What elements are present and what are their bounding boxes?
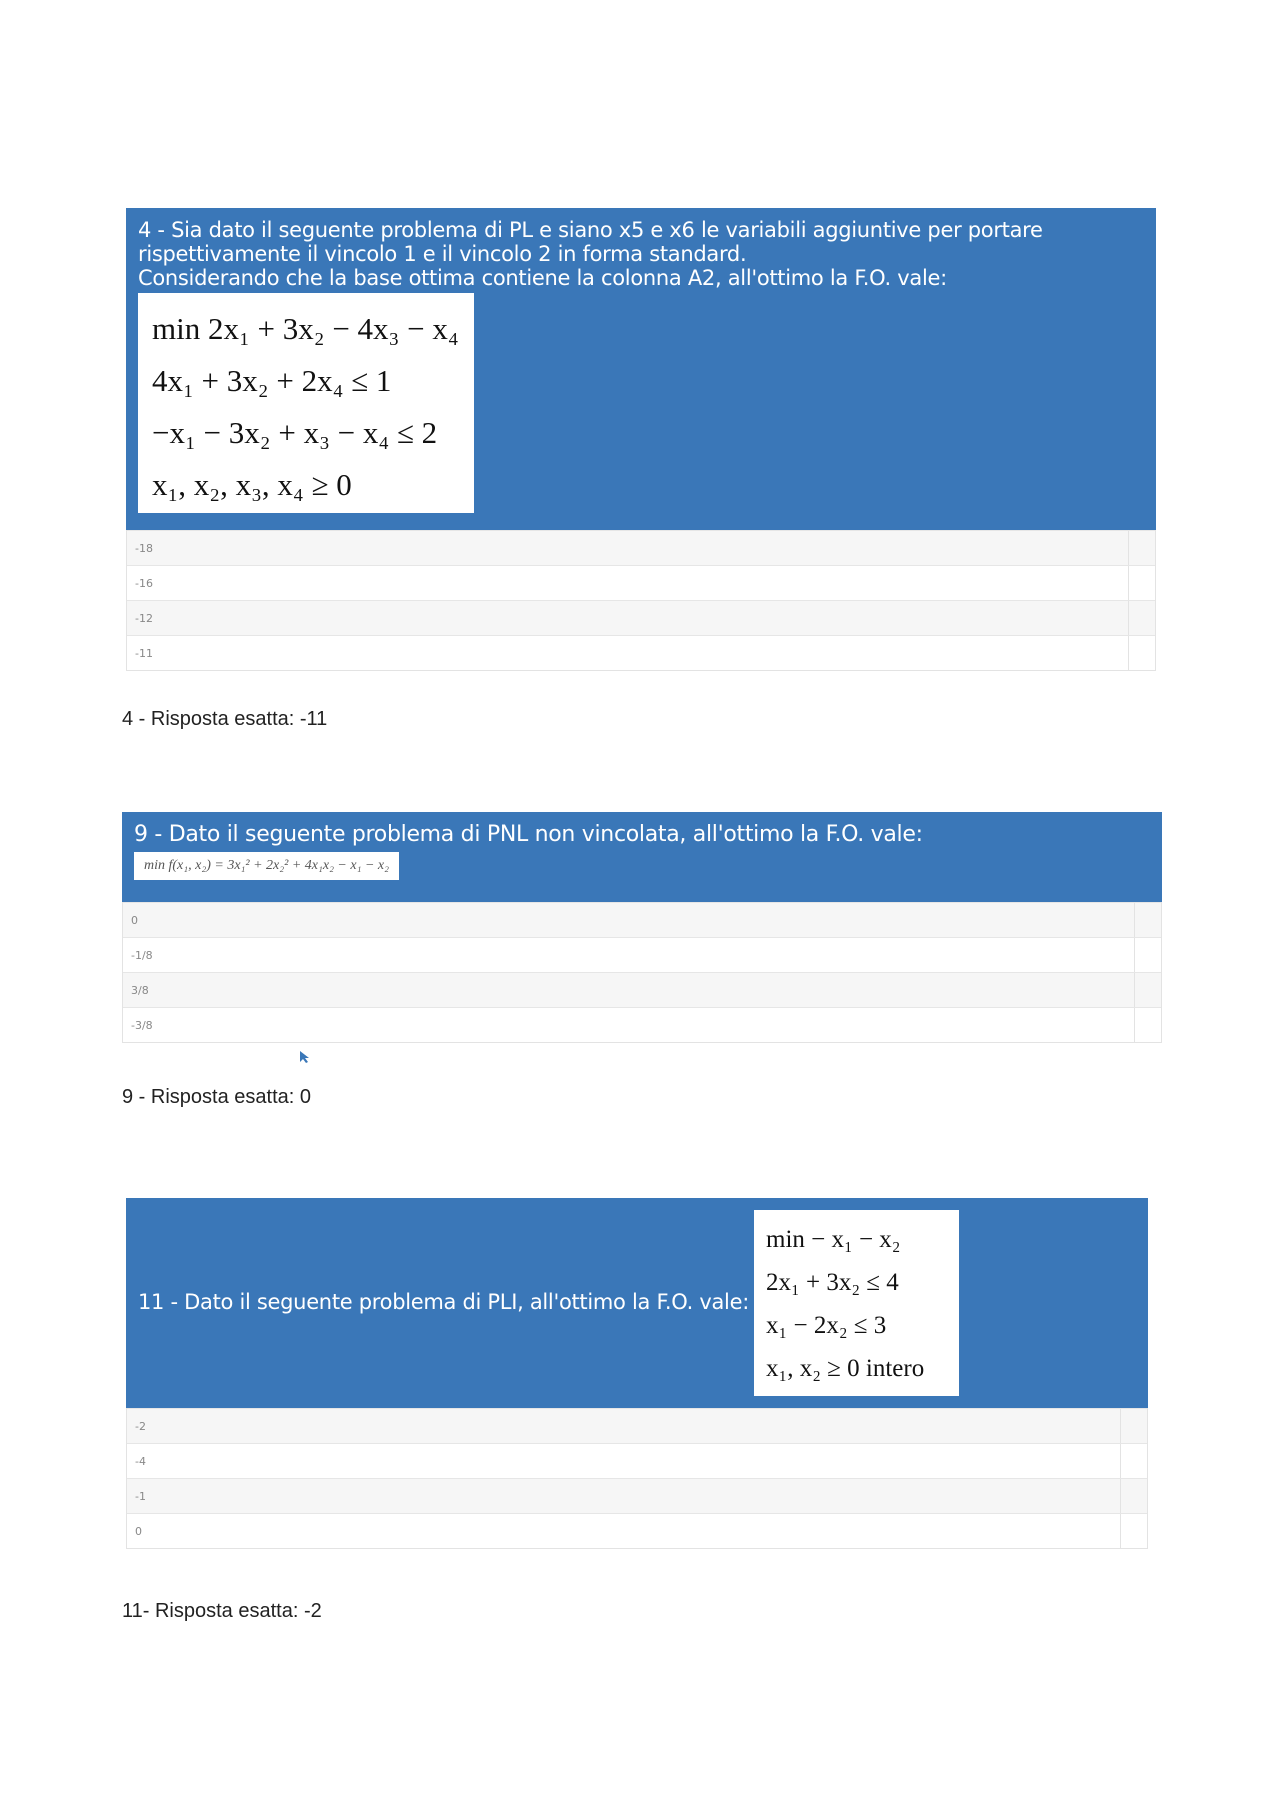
option-row[interactable] — [127, 635, 1155, 670]
option-row[interactable] — [127, 530, 1155, 565]
option-row[interactable] — [127, 600, 1155, 635]
question-9 — [122, 812, 1162, 1043]
option-label: -1/8 — [131, 949, 153, 962]
question-4-text-line3: Considerando che la base ottima contiene la colonna A2, all'ottimo la F.O. vale: — [138, 266, 947, 290]
option-label: -12 — [135, 612, 153, 625]
question-4 — [126, 208, 1156, 671]
option-label: -2 — [135, 1420, 146, 1433]
question-11-formula — [754, 1210, 959, 1396]
option-label: 3/8 — [131, 984, 149, 997]
option-row[interactable] — [123, 1007, 1161, 1042]
question-9-text: 9 - Dato il seguente problema di PNL non vincolata, all'ottimo la F.O. vale: — [134, 822, 923, 847]
option-label: -11 — [135, 647, 153, 660]
constraint-2: −x₁ − 3x₂ + x₃ − x₄ ≤ 2 — [152, 415, 438, 450]
option-label: 0 — [131, 914, 138, 927]
option-label: -3/8 — [131, 1019, 153, 1032]
integrality-constraint: x₁, x₂ ≥ 0 intero — [766, 1355, 925, 1382]
option-label: -16 — [135, 577, 153, 590]
question-11-text: 11 - Dato il seguente problema di PLI, all'ottimo la F.O. vale: — [138, 1290, 749, 1314]
option-label: -18 — [135, 542, 153, 555]
question-9-formula — [134, 852, 399, 880]
question-4-text-line2: rispettivamente il vincolo 1 e il vincolo 2 in forma standard. — [138, 242, 747, 266]
answer-9: 9 - Risposta esatta: 0 — [122, 1086, 311, 1108]
constraint-2: x₁ − 2x₂ ≤ 3 — [766, 1312, 887, 1339]
option-row[interactable] — [127, 565, 1155, 600]
option-row[interactable] — [123, 902, 1161, 937]
answer-4: 4 - Risposta esatta: -11 — [122, 708, 328, 730]
option-row[interactable] — [127, 1443, 1147, 1478]
objective-function: min − x₁ − x₂ — [766, 1226, 901, 1253]
question-9-options — [122, 902, 1162, 1043]
objective-function: min f(x₁, x₂) = 3x₁² + 2x₂² + 4x₁x₂ − x₁ − x₂ — [144, 858, 389, 873]
question-11 — [126, 1198, 1148, 1549]
question-11-header — [126, 1198, 1148, 1408]
objective-function: min 2x₁ + 3x₂ − 4x₃ − x₄ — [152, 311, 459, 346]
option-row[interactable] — [127, 1478, 1147, 1513]
question-4-formula — [138, 293, 474, 513]
question-4-text-line1: 4 - Sia dato il seguente problema di PL e siano x5 e x6 le variabili aggiuntive per portare — [138, 218, 1043, 242]
constraint-1: 2x₁ + 3x₂ ≤ 4 — [766, 1269, 899, 1296]
option-label: 0 — [135, 1525, 142, 1538]
option-row[interactable] — [123, 972, 1161, 1007]
question-9-header — [122, 812, 1162, 902]
answer-11: 11- Risposta esatta: -2 — [122, 1600, 322, 1622]
question-4-header — [126, 208, 1156, 530]
option-row[interactable] — [127, 1513, 1147, 1548]
option-row[interactable] — [123, 937, 1161, 972]
question-4-options — [126, 530, 1156, 671]
question-11-options — [126, 1408, 1148, 1549]
option-label: -4 — [135, 1455, 146, 1468]
option-row[interactable] — [127, 1408, 1147, 1443]
mouse-pointer-icon — [298, 1050, 312, 1064]
non-negativity: x₁, x₂, x₃, x₄ ≥ 0 — [152, 467, 352, 502]
option-label: -1 — [135, 1490, 146, 1503]
constraint-1: 4x₁ + 3x₂ + 2x₄ ≤ 1 — [152, 363, 392, 398]
